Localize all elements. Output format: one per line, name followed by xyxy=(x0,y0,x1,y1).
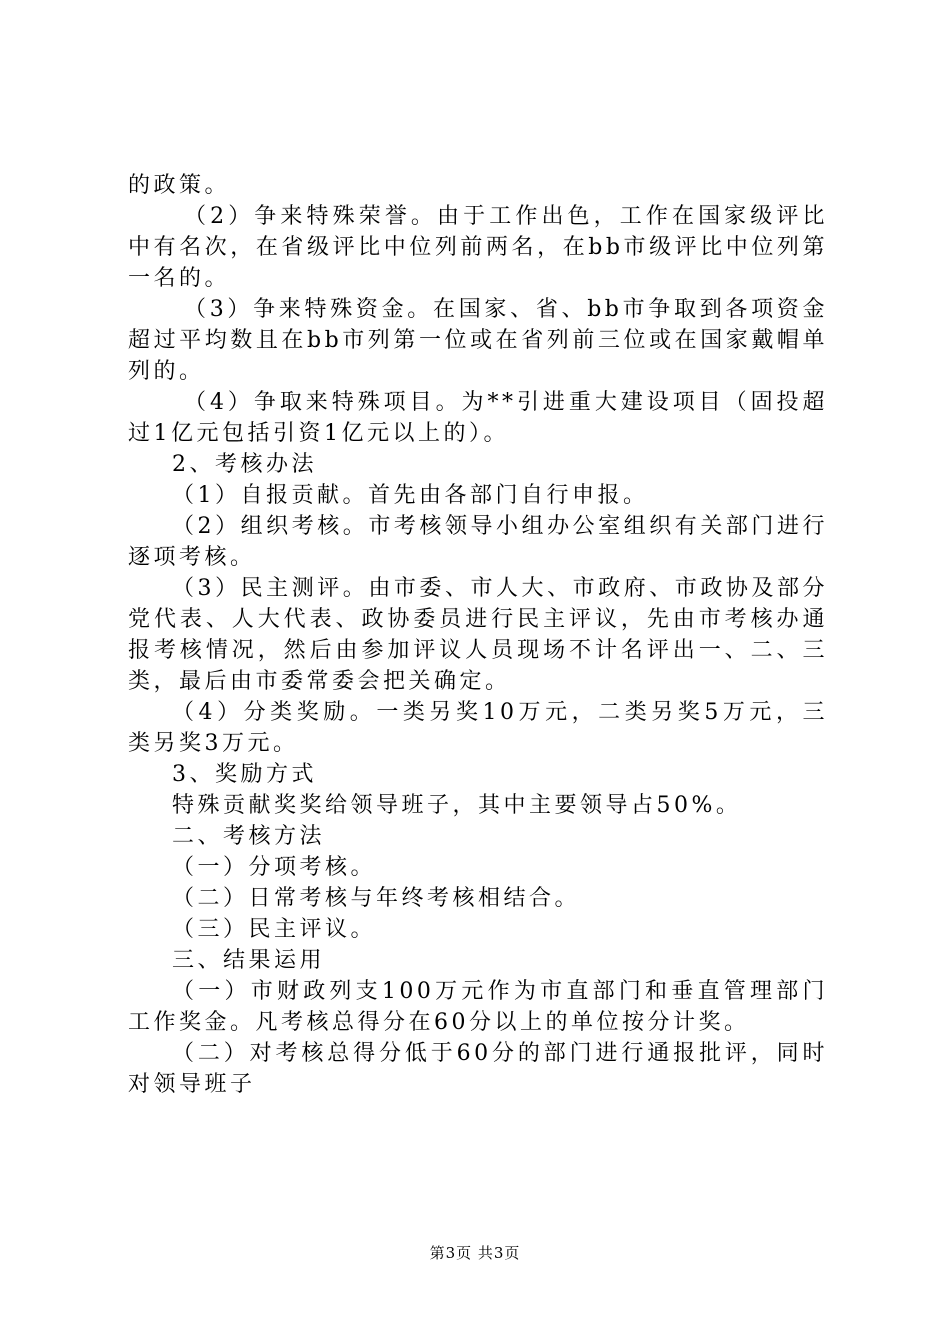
paragraph-democratic-review: （三）民主评议。 xyxy=(172,917,377,942)
heading-section-three: 三、结果运用 xyxy=(172,948,326,973)
heading-section-two: 二、考核方法 xyxy=(172,824,326,849)
paragraph-policy-end: 的政策。 xyxy=(128,173,231,198)
paragraph-special-contribution-reward: 特殊贡献奖奖给领导班子，其中主要领导占50%。 xyxy=(172,793,742,818)
paragraph-special-honor: （2）争来特殊荣誉。由于工作出色，工作在国家级评比中有名次，在省级评比中位列前两名，在bb市级评比中位列第一名的。 xyxy=(128,204,828,291)
paragraph-itemized-assessment: （一）分项考核。 xyxy=(172,855,377,880)
paragraph-bonus-allocation: （一）市财政列支100万元作为市直部门和垂直管理部门工作奖金。凡考核总得分在60分以上的单位按分计奖。 xyxy=(128,979,828,1035)
paragraph-criticism: （二）对考核总得分低于60分的部门进行通报批评，同时对领导班子 xyxy=(128,1041,828,1097)
paragraph-democratic-evaluation: （3）民主测评。由市委、市人大、市政府、市政协及部分党代表、人大代表、政协委员进行民主评议，先由市考核办通报考核情况，然后由参加评议人员现场不计名评出一、二、三类，最后由市委常委会把关确定。 xyxy=(128,576,828,694)
paragraph-daily-annual-assessment: （二）日常考核与年终考核相结合。 xyxy=(172,886,581,911)
page-number-footer: 第3页 共3页 xyxy=(429,1244,521,1262)
heading-assessment-method: 2、考核办法 xyxy=(172,452,317,477)
paragraph-special-projects: （4）争取来特殊项目。为**引进重大建设项目（固投超过1亿元包括引资1亿元以上的）。 xyxy=(128,390,828,446)
paragraph-organized-assessment: （2）组织考核。市考核领导小组办公室组织有关部门进行逐项考核。 xyxy=(128,514,828,570)
paragraph-special-funds: （3）争来特殊资金。在国家、省、bb市争取到各项资金超过平均数且在bb市列第一位或在省列前三位或在国家戴帽单列的。 xyxy=(128,297,828,384)
document-body xyxy=(128,170,828,1100)
heading-reward-method: 3、奖励方式 xyxy=(172,762,317,787)
paragraph-category-reward: （4）分类奖励。一类另奖10万元，二类另奖5万元，三类另奖3万元。 xyxy=(128,700,828,756)
paragraph-self-report: （1）自报贡献。首先由各部门自行申报。 xyxy=(172,483,649,508)
